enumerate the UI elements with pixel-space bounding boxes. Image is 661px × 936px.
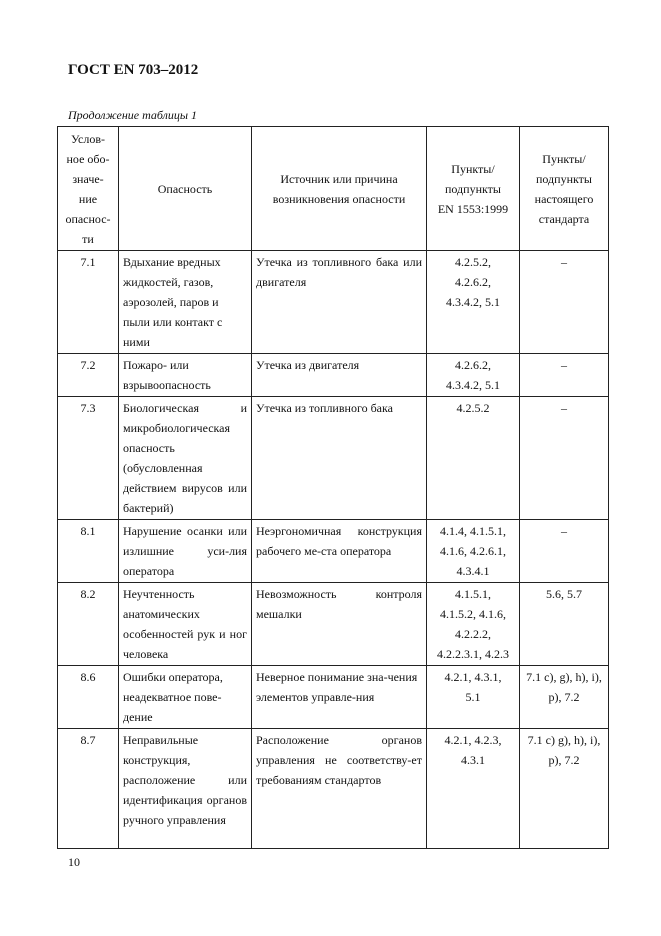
column-header-hazard: Опасность bbox=[119, 127, 252, 251]
cell-standard-clauses: – bbox=[520, 397, 609, 520]
cell-en-clauses: 4.2.1, 4.2.3, 4.3.1 bbox=[427, 729, 520, 849]
table-row bbox=[58, 397, 609, 520]
cell-en-clauses: 4.2.6.2, 4.3.4.2, 5.1 bbox=[427, 354, 520, 397]
cell-en-clauses: 4.2.1, 4.3.1, 5.1 bbox=[427, 666, 520, 729]
cell-en-clauses: 4.1.5.1, 4.1.5.2, 4.1.6, 4.2.2.2, 4.2.2.3.1, 4.2.3 bbox=[427, 583, 520, 666]
cell-hazard: Нарушение осанки или излишние уси-лия оператора bbox=[119, 520, 252, 583]
cell-standard-clauses: – bbox=[520, 354, 609, 397]
column-header-designation: Услов- ное обо- значе- ние опаснос- ти bbox=[58, 127, 119, 251]
document-header: ГОСТ EN 703–2012 bbox=[68, 62, 199, 78]
cell-hazard: Биологическая и микробиологическая опасность (обусловленная действием вирусов или бактерий) bbox=[119, 397, 252, 520]
cell-designation: 8.6 bbox=[58, 666, 119, 729]
cell-designation: 7.2 bbox=[58, 354, 119, 397]
column-header-en-clauses: Пункты/ подпункты EN 1553:1999 bbox=[427, 127, 520, 251]
cell-standard-clauses: 7.1 c), g), h), i), p), 7.2 bbox=[520, 666, 609, 729]
cell-standard-clauses: 5.6, 5.7 bbox=[520, 583, 609, 666]
table-caption: Продолжение таблицы 1 bbox=[68, 108, 198, 122]
cell-hazard: Ошибки оператора, неадекватное пове-дение bbox=[119, 666, 252, 729]
cell-hazard: Пожаро- или взрывоопасность bbox=[119, 354, 252, 397]
cell-hazard: Неучтенность анатомических особенностей рук и ног человека bbox=[119, 583, 252, 666]
cell-source: Утечка из топливного бака или двигателя bbox=[252, 251, 427, 354]
cell-designation: 8.2 bbox=[58, 583, 119, 666]
cell-source: Неэргономичная конструкция рабочего ме-ста оператора bbox=[252, 520, 427, 583]
page-number: 10 bbox=[68, 855, 80, 869]
column-header-standard-clauses: Пункты/ подпункты настоящего стандарта bbox=[520, 127, 609, 251]
cell-designation: 8.7 bbox=[58, 729, 119, 849]
cell-standard-clauses: 7.1 c) g), h), i), p), 7.2 bbox=[520, 729, 609, 849]
cell-source: Невозможность контроля мешалки bbox=[252, 583, 427, 666]
cell-hazard: Вдыхание вредных жидкостей, газов, аэрозолей, паров и пыли или контакт с ними bbox=[119, 251, 252, 354]
cell-source: Расположение органов управления не соответству-ет требованиям стандартов bbox=[252, 729, 427, 849]
table-row bbox=[58, 666, 609, 729]
cell-designation: 8.1 bbox=[58, 520, 119, 583]
column-header-source: Источник или причина возникновения опасности bbox=[252, 127, 427, 251]
table-row bbox=[58, 729, 609, 849]
table-row bbox=[58, 354, 609, 397]
cell-hazard: Неправильные конструкция, расположение или идентификация органов ручного управления bbox=[119, 729, 252, 849]
cell-standard-clauses: – bbox=[520, 251, 609, 354]
cell-source: Утечка из топливного бака bbox=[252, 397, 427, 520]
cell-designation: 7.3 bbox=[58, 397, 119, 520]
table-row bbox=[58, 520, 609, 583]
cell-en-clauses: 4.2.5.2 bbox=[427, 397, 520, 520]
table-row bbox=[58, 583, 609, 666]
cell-en-clauses: 4.2.5.2, 4.2.6.2, 4.3.4.2, 5.1 bbox=[427, 251, 520, 354]
cell-en-clauses: 4.1.4, 4.1.5.1, 4.1.6, 4.2.6.1, 4.3.4.1 bbox=[427, 520, 520, 583]
hazard-table bbox=[57, 126, 609, 849]
cell-designation: 7.1 bbox=[58, 251, 119, 354]
cell-source: Утечка из двигателя bbox=[252, 354, 427, 397]
table-row bbox=[58, 251, 609, 354]
cell-source: Неверное понимание зна-чения элементов управле-ния bbox=[252, 666, 427, 729]
cell-standard-clauses: – bbox=[520, 520, 609, 583]
